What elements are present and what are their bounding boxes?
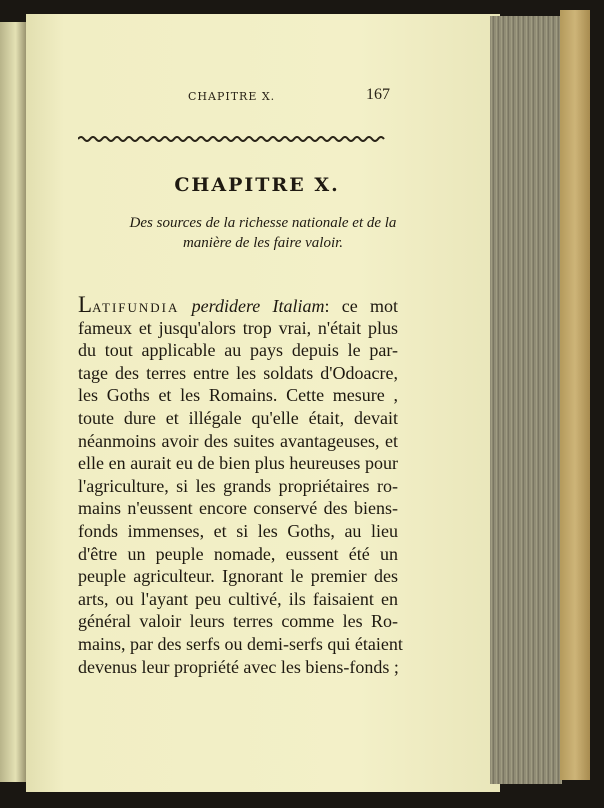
facing-page-edge <box>0 22 26 782</box>
text-line: elle en aurait eu de bien plus heureuses pour <box>78 453 398 474</box>
text-line: fonds immenses, et si les Goths, au lieu <box>78 520 398 541</box>
text-line: devenus leur propriété avec les biens-fonds ; <box>78 656 399 677</box>
page-number: 167 <box>366 86 390 103</box>
text-line: fameux et jusqu'alors trop vrai, n'était plus <box>78 317 398 338</box>
text-line: mains, par des serfs ou demi-serfs qui étaient <box>78 633 403 654</box>
text-line: mains n'eussent encore conservé des biens- <box>78 498 398 519</box>
text-line: l'agriculture, si les grands propriétaires ro- <box>78 475 398 496</box>
text-line: tage des terres entre les soldats d'Odoacre, <box>78 362 398 383</box>
running-head: CHAPITRE X. <box>188 90 276 103</box>
wavy-rule-ornament <box>78 135 386 143</box>
text-line: arts, ou l'ayant peu cultivé, ils faisaient en <box>78 588 398 609</box>
text-line: général valoir leurs terres comme les Ro- <box>78 611 398 632</box>
subtitle-line: manière de les faire valoir. <box>182 235 344 251</box>
subtitle-line: Des sources de la richesse nationale et de la <box>129 215 397 231</box>
chapter-title: CHAPITRE X. <box>174 174 340 196</box>
text-line: peuple agriculteur. Ignorant le premier des <box>78 566 398 587</box>
text-line: les Goths et les Romains. Cette mesure , <box>78 385 398 406</box>
text-line: néanmoins avoir des suites avantageuses, et <box>78 430 398 451</box>
page-block-edges <box>490 16 562 784</box>
text-line: toute dure et illégale qu'elle était, devait <box>78 407 398 428</box>
smallcaps-word: ATIFUNDIA <box>92 300 180 315</box>
text-line: d'être un peuple nomade, eussent été un <box>78 543 398 564</box>
first-line <box>78 294 398 317</box>
body-text <box>78 292 403 678</box>
text-line: du tout applicable au pays depuis le par- <box>78 340 398 361</box>
drop-initial: L <box>78 292 93 317</box>
book-cover-edge <box>560 10 590 780</box>
line-rest: : ce mot <box>324 296 399 316</box>
latin-quote: perdidere Italiam <box>191 296 325 316</box>
